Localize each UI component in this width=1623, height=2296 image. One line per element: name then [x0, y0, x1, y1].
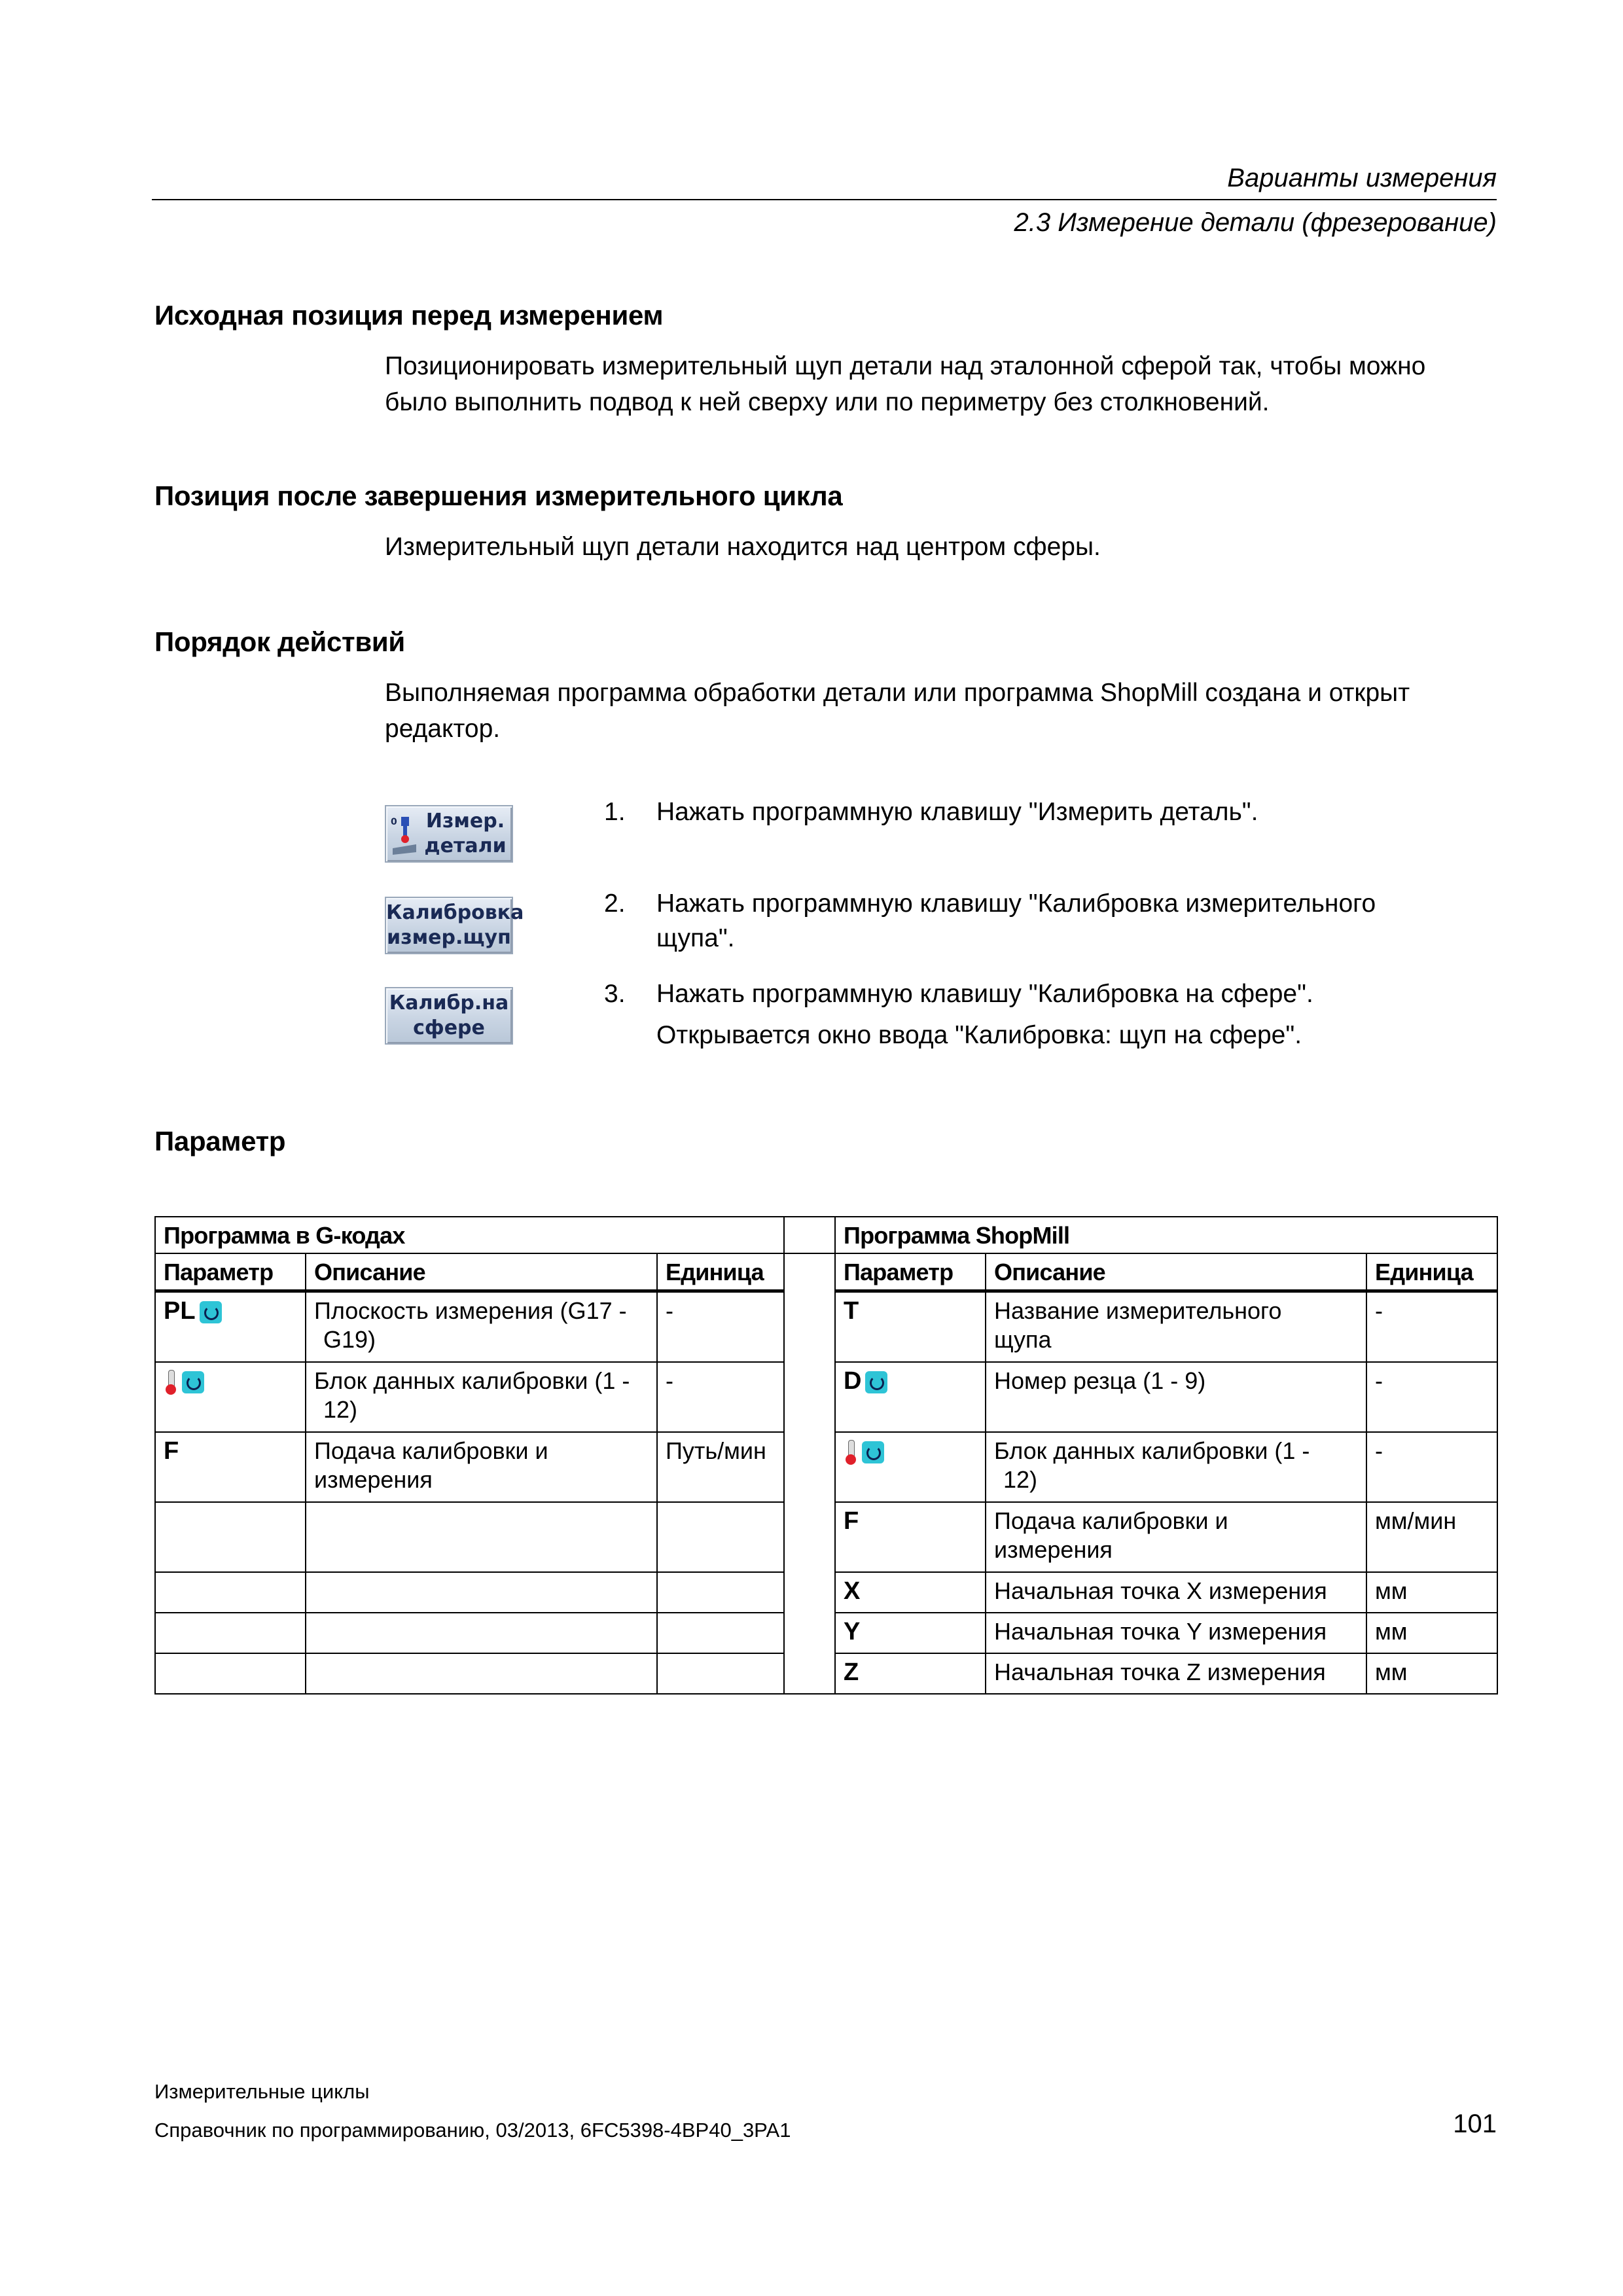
desc-line: Начальная точка Y измерения	[994, 1618, 1327, 1645]
param-cell	[155, 1362, 306, 1432]
desc-line: Подача калибровки и	[994, 1507, 1228, 1534]
param-cell	[155, 1291, 306, 1363]
desc-line: Плоскость измерения (G17 -	[314, 1297, 627, 1324]
heading-start-position: Исходная позиция перед измерением	[154, 300, 664, 331]
empty-cell	[155, 1572, 306, 1613]
toggle-icon	[865, 1371, 887, 1393]
desc-line: щупа	[994, 1326, 1052, 1353]
svg-text:0: 0	[391, 817, 397, 827]
desc-cell	[306, 1432, 657, 1502]
param-name: F	[164, 1437, 179, 1465]
thermometer-icon	[844, 1440, 858, 1465]
unit-cell: мм/мин	[1366, 1502, 1497, 1572]
desc-cell	[986, 1653, 1366, 1694]
unit-cell: мм	[1366, 1613, 1497, 1653]
start-position-text	[385, 348, 1510, 420]
desc-cell	[986, 1432, 1366, 1502]
unit-cell: мм	[1366, 1572, 1497, 1613]
unit-cell: Путь/мин	[657, 1432, 784, 1502]
desc-cell	[986, 1502, 1366, 1572]
unit-cell: -	[1366, 1432, 1497, 1502]
softkey-calibrate-on-sphere[interactable]	[385, 987, 513, 1045]
softkey-label: Калибр.на	[389, 992, 509, 1014]
gcode-program-title: Программа в G-кодах	[155, 1217, 784, 1253]
param-cell	[835, 1291, 986, 1363]
text-line: Позиционировать измерительный щуп детали над эталонной сферой так, чтобы можно	[385, 352, 1426, 380]
unit-cell: -	[657, 1362, 784, 1432]
table-spacer	[784, 1253, 835, 1291]
page-number: 101	[1453, 2109, 1497, 2138]
step-text: Открывается окно ввода "Калибровка: щуп на сфере".	[656, 1021, 1302, 1049]
unit-cell: мм	[1366, 1653, 1497, 1694]
text-line: Выполняемая программа обработки детали или программа ShopMill создана и открыт	[385, 679, 1410, 707]
toggle-icon	[200, 1301, 222, 1323]
param-name: Z	[844, 1659, 859, 1686]
unit-cell: -	[657, 1291, 784, 1363]
desc-line: измерения	[314, 1466, 433, 1493]
desc-line: Начальная точка X измерения	[994, 1577, 1327, 1604]
desc-line: Подача калибровки и	[314, 1437, 548, 1464]
param-cell	[835, 1362, 986, 1432]
col-param-left: Параметр	[155, 1253, 306, 1291]
procedure-text	[385, 675, 1510, 747]
end-position-text: Измерительный щуп детали находится над центром сферы.	[385, 533, 1101, 561]
step-text: щупа".	[656, 924, 735, 952]
col-desc-right: Описание	[986, 1253, 1366, 1291]
step-text: Нажать программную клавишу "Калибровка измерительного	[656, 889, 1376, 918]
desc-line: G19)	[323, 1326, 376, 1353]
step-number: 1.	[604, 798, 626, 826]
col-unit-left: Единица	[657, 1253, 784, 1291]
table-title-row	[155, 1217, 1497, 1253]
running-header-title: Варианты измерения	[1227, 164, 1497, 192]
desc-line: 12)	[1003, 1466, 1038, 1493]
param-name: T	[844, 1297, 859, 1325]
desc-line: 12)	[323, 1396, 358, 1423]
empty-cell	[155, 1653, 306, 1694]
param-cell	[835, 1432, 986, 1502]
param-cell	[835, 1613, 986, 1653]
desc-cell	[306, 1291, 657, 1363]
empty-cell	[306, 1572, 657, 1613]
param-cell	[835, 1572, 986, 1613]
step-text: Нажать программную клавишу "Измерить деталь".	[656, 798, 1258, 826]
empty-cell	[155, 1613, 306, 1653]
toggle-icon	[182, 1371, 204, 1393]
desc-line: Номер резца (1 - 9)	[994, 1367, 1206, 1394]
param-name: PL	[164, 1297, 196, 1325]
unit-cell: -	[1366, 1362, 1497, 1432]
param-cell	[835, 1653, 986, 1694]
text-line: было выполнить подвод к ней сверху или по периметру без столкновений.	[385, 388, 1270, 416]
heading-procedure: Порядок действий	[154, 626, 405, 657]
col-unit-right: Единица	[1366, 1253, 1497, 1291]
empty-cell	[657, 1613, 784, 1653]
heading-parameters: Параметр	[154, 1126, 286, 1157]
param-name: F	[844, 1507, 859, 1535]
param-cell	[155, 1432, 306, 1502]
header-divider	[152, 199, 1497, 200]
empty-cell	[657, 1653, 784, 1694]
desc-cell	[306, 1362, 657, 1432]
col-param-right: Параметр	[835, 1253, 986, 1291]
desc-cell	[986, 1291, 1366, 1363]
desc-line: Блок данных калибровки (1 -	[314, 1367, 630, 1394]
softkey-label: Калибровка	[386, 901, 524, 924]
param-name: X	[844, 1577, 861, 1605]
table-spacer	[784, 1291, 835, 1695]
desc-cell	[986, 1613, 1366, 1653]
desc-cell	[986, 1362, 1366, 1432]
softkey-measure-part[interactable]	[385, 805, 513, 863]
empty-cell	[657, 1502, 784, 1572]
desc-line: Блок данных калибровки (1 -	[994, 1437, 1310, 1464]
param-name: D	[844, 1367, 862, 1395]
text-line: редактор.	[385, 715, 501, 743]
footer-doc-reference: Справочник по программированию, 03/2013, 6FC5398-4BP40_3PA1	[154, 2119, 791, 2142]
desc-line: Название измерительного	[994, 1297, 1282, 1324]
footer-doc-title: Измерительные циклы	[154, 2080, 370, 2103]
desc-cell	[986, 1572, 1366, 1613]
col-desc-left: Описание	[306, 1253, 657, 1291]
param-name: Y	[844, 1618, 861, 1645]
empty-cell	[657, 1572, 784, 1613]
softkey-calibrate-probe[interactable]	[385, 897, 524, 954]
toggle-icon	[862, 1441, 884, 1463]
shopmill-program-title: Программа ShopMill	[835, 1217, 1497, 1253]
table-row	[155, 1291, 1497, 1363]
param-cell	[835, 1502, 986, 1572]
step-number: 2.	[604, 889, 626, 918]
softkey-label: детали	[424, 834, 507, 857]
table-header-row	[155, 1253, 1497, 1291]
unit-cell: -	[1366, 1291, 1497, 1363]
empty-cell	[306, 1613, 657, 1653]
desc-line: Начальная точка Z измерения	[994, 1659, 1326, 1685]
heading-end-position: Позиция после завершения измерительного цикла	[154, 480, 843, 511]
softkey-label: Измер.	[425, 810, 505, 833]
softkey-label: измер.щуп	[387, 926, 511, 949]
empty-cell	[306, 1502, 657, 1572]
parameter-table	[154, 1216, 1498, 1695]
probe-part-icon	[390, 814, 419, 856]
softkey-label: сфере	[413, 1016, 485, 1039]
empty-cell	[155, 1502, 306, 1572]
step-text: Нажать программную клавишу "Калибровка на сфере".	[656, 980, 1313, 1008]
empty-cell	[306, 1653, 657, 1694]
running-header-subtitle: 2.3 Измерение детали (фрезерование)	[1014, 208, 1497, 237]
thermometer-icon	[164, 1370, 178, 1395]
table-spacer	[784, 1217, 835, 1253]
desc-line: измерения	[994, 1536, 1113, 1563]
step-number: 3.	[604, 980, 626, 1008]
